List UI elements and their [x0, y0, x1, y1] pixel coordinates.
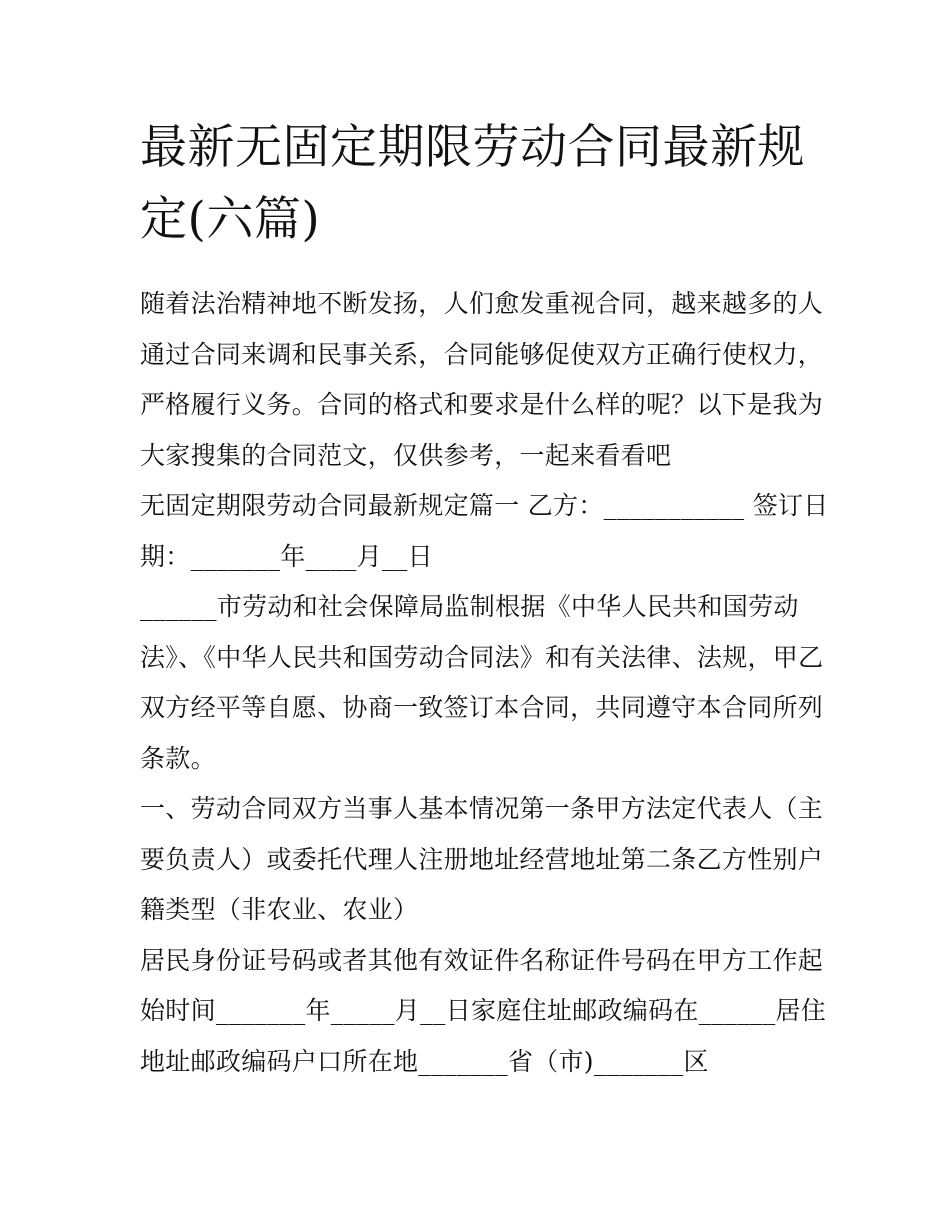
- parties-info-paragraph: 一、劳动合同双方当事人基本情况第一条甲方法定代表人（主要负责人）或委托代理人注册地址经营地址第二条乙方性别户籍类型（非农业、农业）: [140, 794, 824, 924]
- document-title: 最新无固定期限劳动合同最新规定(六篇): [140, 120, 805, 247]
- intro-paragraph: 随着法治精神地不断发扬，人们愈发重视合同，越来越多的人通过合同来调和民事关系，合同能够促使双方正确行使权力，严格履行义务。合同的格式和要求是什么样的呢？以下是我为大家搜集的合同范文，仅供参考，一起来看看吧: [140, 289, 824, 470]
- id-address-paragraph: 居民身份证号码或者其他有效证件名称证件号码在甲方工作起始时间_______年_____月__日家庭住址邮政编码在______居住地址邮政编码户口所在地_______省（市)_______区: [140, 945, 827, 1076]
- document-body: [140, 279, 830, 1087]
- section-heading-paragraph: 无固定期限劳动合同最新规定篇一 乙方：___________ 签订日期：_______年____月__日: [140, 491, 829, 571]
- legal-basis-paragraph: ______市劳动和社会保障局监制根据《中华人民共和国劳动法》、《中华人民共和国劳动合同法》和有关法律、法规，甲乙双方经平等自愿、协商一致签订本合同，共同遵守本合同所列条款。: [140, 592, 824, 773]
